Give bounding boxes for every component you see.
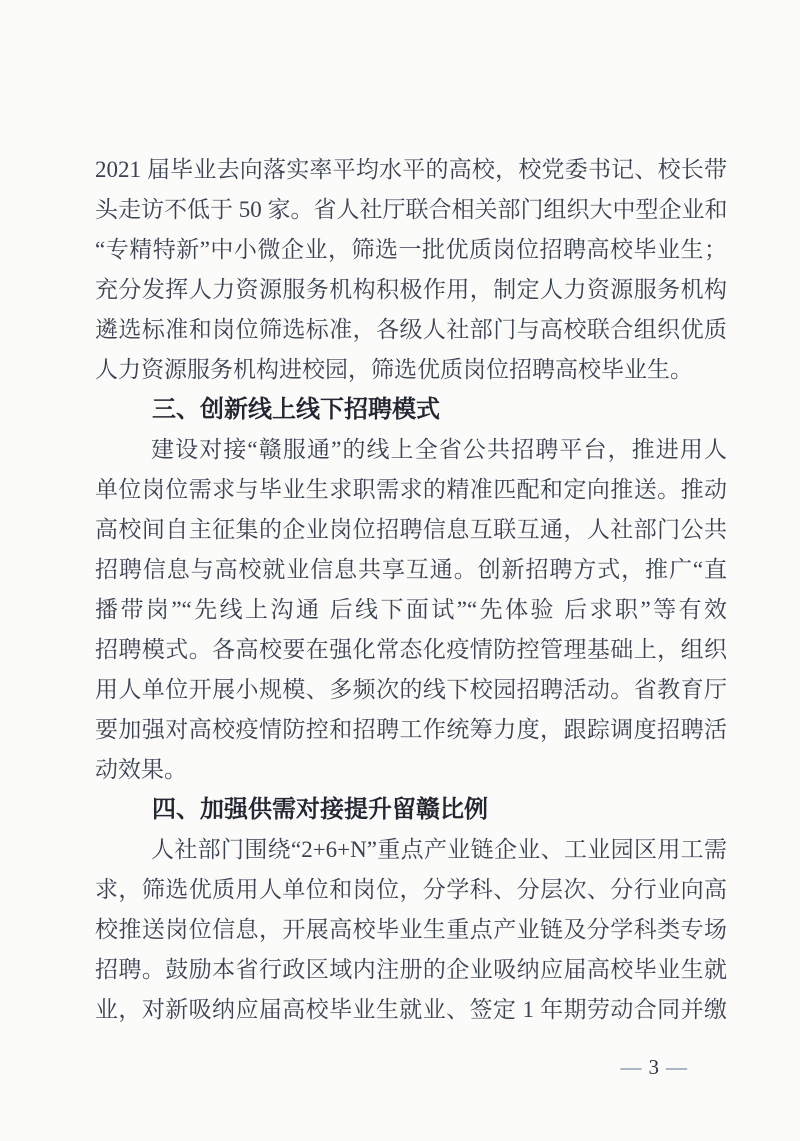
body-line: 要加强对高校疫情防控和招聘工作统筹力度，跟踪调度招聘活 xyxy=(95,717,727,742)
body-line: 招聘。鼓励本省行政区域内注册的企业吸纳应届高校毕业生就 xyxy=(95,957,727,982)
body-line: 求，筛选优质用人单位和岗位，分学科、分层次、分行业向高 xyxy=(95,877,727,902)
page-number-value: 3 xyxy=(648,1055,659,1079)
body-line: 用人单位开展小规模、多频次的线下校园招聘活动。省教育厅 xyxy=(95,677,727,702)
text-column xyxy=(95,150,727,1030)
body-line: 招聘模式。各高校要在强化常态化疫情防控管理基础上，组织 xyxy=(95,637,727,662)
section-heading: 三、创新线上线下招聘模式 xyxy=(152,396,440,423)
body-line: “专精特新”中小微企业，筛选一批优质岗位招聘高校毕业生； xyxy=(95,237,727,262)
body-line: 校推送岗位信息，开展高校毕业生重点产业链及分学科类专场 xyxy=(95,917,727,942)
body-line: 高校间自主征集的企业岗位招聘信息互联互通，人社部门公共 xyxy=(95,517,727,542)
body-line: 单位岗位需求与毕业生求职需求的精准匹配和定向推送。推动 xyxy=(95,477,727,502)
body-line: 头走访不低于 50 家。省人社厅联合相关部门组织大中型企业和 xyxy=(95,197,728,222)
body-line: 遴选标准和岗位筛选标准，各级人社部门与高校联合组织优质 xyxy=(95,317,727,342)
section-heading: 四、加强供需对接提升留赣比例 xyxy=(152,796,488,823)
body-line: 建设对接“赣服通”的线上全省公共招聘平台，推进用人 xyxy=(151,437,727,462)
body-line: 充分发挥人力资源服务机构积极作用，制定人力资源服务机构 xyxy=(95,277,727,302)
body-line: 2021 届毕业去向落实率平均水平的高校，校党委书记、校长带 xyxy=(95,157,727,182)
body-line: 招聘信息与高校就业信息共享互通。创新招聘方式，推广“直 xyxy=(95,557,727,582)
page-number-dash-left: — xyxy=(620,1055,642,1079)
body-line: 人力资源服务机构进校园，筛选优质岗位招聘高校毕业生。 xyxy=(95,357,693,382)
page-number xyxy=(614,1052,695,1082)
body-line: 播带岗”“先线上沟通 后线下面试”“先体验 后求职”等有效 xyxy=(95,597,727,622)
page-number-dash-right: — xyxy=(666,1055,687,1079)
body-line: 人社部门围绕“2+6+N”重点产业链企业、工业园区用工需 xyxy=(151,837,727,862)
body-line: 业，对新吸纳应届高校毕业生就业、签定 1 年期劳动合同并缴 xyxy=(95,997,727,1022)
body-line: 动效果。 xyxy=(95,757,187,782)
